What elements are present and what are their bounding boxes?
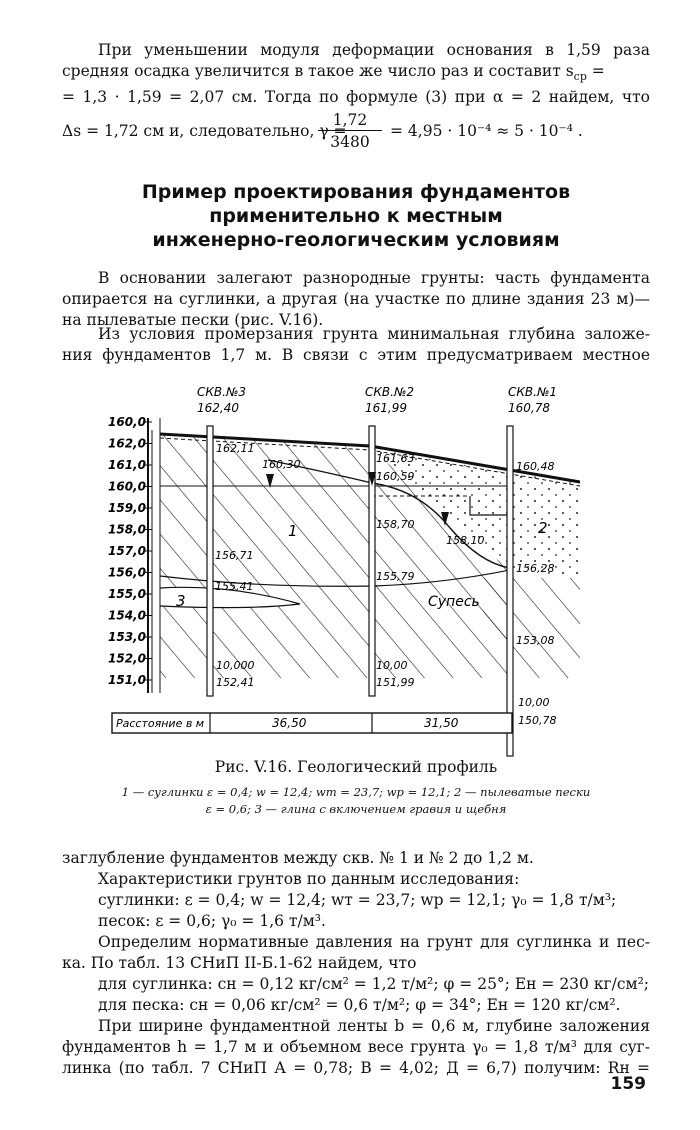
elevation-tick-9: 154,0 xyxy=(108,608,146,623)
legend-line-1: 1 — суглинки ε = 0,4; w = 12,4; wт = 23,7; wр = 12,1; 2 — пылеватые пески xyxy=(121,785,591,799)
figure-legend xyxy=(62,784,650,818)
label-w1-c: 156,28 xyxy=(516,562,555,575)
formula-numerator: 1,72 xyxy=(318,110,382,131)
para6-line-1: При ширине фундаментной ленты b = 0,6 м, глубине заложения xyxy=(98,1017,650,1035)
elevation-tick-labels xyxy=(108,415,152,687)
para6-line-2: фундаментов h = 1,7 м и объемном весе грунта γ₀ = 1,8 т/м³ для сyг- xyxy=(62,1038,650,1056)
distance-2: 31,50 xyxy=(424,716,459,730)
elevation-tick-5: 158,0 xyxy=(108,522,146,537)
para4-line-2: суглинки: ε = 0,4; w = 12,4; wт = 23,7; wр = 12,1; γ₀ = 1,8 т/м³; xyxy=(98,891,617,909)
elevation-tick-1: 162,0 xyxy=(108,436,146,451)
label-w3-c: 156,71 xyxy=(215,549,254,562)
label-w3-d: 155,41 xyxy=(215,580,254,593)
section-title-line-3: инженерно-геологическим условиям xyxy=(152,229,560,251)
paragraph-6 xyxy=(62,1016,650,1079)
paragraph-2 xyxy=(62,324,650,366)
label-w1-f: 150,78 xyxy=(518,714,557,727)
para5-line-2: ка. По табл. 13 СНиП II-Б.1-62 найдем, что xyxy=(62,954,417,972)
elevation-scale xyxy=(148,418,152,693)
para6-line-3: линка (по табл. 7 СНиП А = 0,78; В = 4,02; Д = 6,7) получим: Rн = xyxy=(62,1059,650,1077)
formula-right: = 4,95 · 10⁻⁴ ≈ 5 · 10⁻⁴ . xyxy=(390,122,583,140)
well-3-column xyxy=(207,426,213,696)
geological-profile-figure xyxy=(0,378,700,758)
label-w2-d: 155,79 xyxy=(376,570,415,583)
formula-denominator: 3480 xyxy=(330,133,370,151)
label-w2-c: 158,70 xyxy=(376,518,415,531)
elevation-tick-10: 153,0 xyxy=(108,630,146,644)
elevation-tick-12: 151,0 xyxy=(108,673,146,687)
elevation-tick-3: 160,0 xyxy=(108,479,146,494)
distance-label: Расстояние в м xyxy=(116,717,205,730)
elevation-tick-11: 152,0 xyxy=(108,651,146,666)
page-number: 159 xyxy=(610,1074,646,1094)
para1-line-1: В основании залегают разнородные грунты: часть фундамента xyxy=(98,269,650,287)
distance-bar xyxy=(112,713,512,733)
paragraph-1 xyxy=(62,268,650,331)
para4-line-1: Характеристики грунтов по данным исследования: xyxy=(98,870,520,888)
paragraph-3 xyxy=(62,848,650,869)
label-layer-3: 3 xyxy=(176,592,186,610)
well-3-title: СКВ.№3 xyxy=(197,385,247,399)
well-2-top: 161,99 xyxy=(365,401,407,415)
label-w2-f: 151,99 xyxy=(376,676,415,689)
well-1-top: 160,78 xyxy=(508,401,550,415)
intro-line-1: При уменьшении модуля деформации основания в 1,59 раза xyxy=(98,41,650,59)
figure-caption: Рис. V.16. Геологический профиль xyxy=(214,758,498,776)
label-w3-b: 160,30 xyxy=(262,458,301,471)
elevation-tick-6: 157,0 xyxy=(108,544,146,558)
formula-line xyxy=(62,110,662,154)
intro-line-2: средняя осадка увеличится в такое же число раз и составит $s_{ср}$ = xyxy=(62,62,605,84)
distance-1: 36,50 xyxy=(272,716,307,730)
intro-paragraph xyxy=(62,40,650,108)
para5-line-4: для песка: cн = 0,06 кг/см² = 0,6 т/м²; φ = 34°; Eн = 120 кг/см². xyxy=(98,996,621,1014)
label-w1-d: 153,08 xyxy=(516,634,555,647)
elevation-tick-0: 160,0 xyxy=(108,415,146,429)
well-1-title: СКВ.№1 xyxy=(508,385,558,399)
label-layer-1: 1 xyxy=(288,522,298,540)
label-w3-e: 10,000 xyxy=(216,659,255,672)
well-headers xyxy=(197,385,557,415)
label-w2-a: 161,63 xyxy=(376,452,415,465)
formula-fraction xyxy=(318,110,382,153)
para1-line-3: на пылеватые пески (рис. V.16). xyxy=(62,311,324,329)
label-w3-a: 162,11 xyxy=(216,442,255,455)
para4-line-3: песок: ε = 0,6; γ₀ = 1,6 т/м³. xyxy=(98,912,326,930)
label-layer-2: 2 xyxy=(538,519,548,537)
well-2-title: СКВ.№2 xyxy=(365,385,415,399)
label-w2-e: 10,00 xyxy=(376,659,408,672)
elevation-tick-7: 156,0 xyxy=(108,565,146,580)
section-title-line-1: Пример проектирования фундаментов xyxy=(141,181,571,203)
paragraph-4 xyxy=(62,869,650,932)
para5-line-1: Определим нормативные давления на грунт для суглинка и пес- xyxy=(98,933,650,951)
legend-line-2: ε = 0,6; 3 — глина с включением гравия и щебня xyxy=(205,802,507,816)
label-w1-e: 10,00 xyxy=(518,696,550,709)
section-title-line-2: применительно к местным xyxy=(209,205,503,227)
label-w1-b: 158,10 xyxy=(446,534,485,547)
elevation-tick-8: 155,0 xyxy=(108,587,146,601)
well-3-top: 162,40 xyxy=(197,401,239,415)
label-supes: Супесь xyxy=(428,594,480,610)
intro-line-3: = 1,3 · 1,59 = 2,07 см. Тогда по формуле (3) при α = 2 найдем, что xyxy=(62,88,650,107)
section-title xyxy=(62,180,650,252)
well-1-column xyxy=(507,426,513,756)
elevation-tick-4: 159,0 xyxy=(108,501,146,515)
para5-line-3: для суглинка: cн = 0,12 кг/см² = 1,2 т/м²; φ = 25°; Eн = 230 кг/см²; xyxy=(98,975,650,993)
label-w2-b: 160,59 xyxy=(376,470,415,483)
para2-line-1: Из условия промерзания грунта минимальная глубина заложе- xyxy=(98,325,650,343)
label-w3-f: 152,41 xyxy=(216,676,255,689)
paragraph-5 xyxy=(62,932,650,1016)
para2-line-2: ния фундаментов 1,7 м. В связи с этим предусматриваем местное xyxy=(62,346,650,364)
elevation-tick-2: 161,0 xyxy=(108,458,146,472)
formula-left: Δs = 1,72 см и, следовательно, γ = xyxy=(62,122,347,140)
label-w1-a: 160,48 xyxy=(516,460,555,473)
para1-line-2: опирается на суглинки, а другая (на участке по длине здания 23 м)— xyxy=(62,290,650,308)
para3-line-1: заглубление фундаментов между скв. № 1 и № 2 до 1,2 м. xyxy=(62,849,534,867)
well-2-column xyxy=(369,426,375,696)
